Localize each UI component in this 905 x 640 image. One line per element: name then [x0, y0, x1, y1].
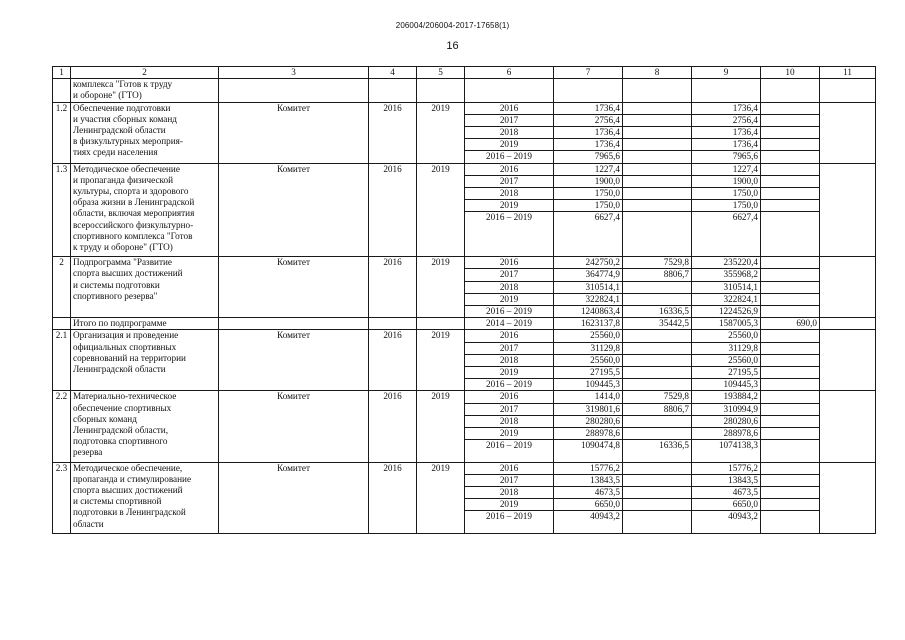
local-cell — [761, 114, 820, 126]
table-row — [53, 318, 876, 330]
federal-cell — [623, 379, 692, 391]
local-cell — [761, 175, 820, 187]
regional-cell: 235220,4 — [692, 257, 761, 269]
total-cell: 40943,2 — [554, 511, 623, 533]
end-year-cell: 2019 — [417, 102, 465, 163]
item-name-line: Подпрограмма "Развитие — [73, 257, 172, 268]
local-cell — [761, 306, 820, 318]
local-cell — [761, 257, 820, 269]
regional-cell: 27195,5 — [692, 367, 761, 379]
regional-cell: 6650,0 — [692, 499, 761, 511]
column-number-cell: 5 — [417, 67, 465, 79]
table-row — [53, 163, 876, 175]
item-name-cell — [71, 257, 219, 318]
column-number-cell: 4 — [369, 67, 417, 79]
local-cell — [761, 212, 820, 257]
item-number-cell: 2.2 — [53, 391, 71, 462]
local-cell — [761, 163, 820, 175]
item-name-line: спортивного резерва" — [73, 290, 158, 301]
start-year-cell: 2016 — [369, 257, 417, 318]
item-name-line: и участия сборных команд — [73, 113, 177, 124]
column-number-cell: 9 — [692, 67, 761, 79]
federal-cell — [623, 175, 692, 187]
federal-cell — [623, 139, 692, 151]
start-year-cell: 2016 — [369, 462, 417, 533]
regional-cell: 6627,4 — [692, 212, 761, 257]
year-cell: 2017 — [465, 175, 554, 187]
column-number-cell: 6 — [465, 67, 554, 79]
year-cell: 2018 — [465, 415, 554, 427]
regional-cell: 109445,3 — [692, 379, 761, 391]
item-name-line: сборных команд — [73, 413, 137, 424]
column-number-cell: 8 — [623, 67, 692, 79]
item-name-line: к труду и обороне" (ГТО) — [73, 242, 173, 253]
item-name-line: соревнований на территории — [73, 352, 186, 363]
total-cell: 25560,0 — [554, 330, 623, 342]
year-cell: 2018 — [465, 281, 554, 293]
total-cell: 1750,0 — [554, 200, 623, 212]
local-cell — [761, 440, 820, 462]
table-row — [53, 257, 876, 269]
federal-cell — [623, 487, 692, 499]
start-year-cell: 2016 — [369, 163, 417, 257]
item-name-cell — [71, 102, 219, 163]
regional-cell: 288978,6 — [692, 428, 761, 440]
local-cell — [761, 127, 820, 139]
total-cell: 7965,6 — [554, 151, 623, 163]
year-cell: 2014 – 2019 — [465, 318, 554, 330]
executor-cell: Комитет — [219, 163, 369, 257]
executor-cell: Комитет — [219, 330, 369, 391]
year-cell: 2018 — [465, 354, 554, 366]
year-cell: 2017 — [465, 269, 554, 281]
table-row — [53, 330, 876, 342]
item-name-cell — [71, 163, 219, 257]
federal-cell — [623, 462, 692, 474]
regional-cell: 1736,4 — [692, 139, 761, 151]
regional-cell — [692, 79, 761, 102]
year-cell: 2017 — [465, 474, 554, 486]
end-year-cell: 2019 — [417, 330, 465, 391]
end-year-cell: 2019 — [417, 391, 465, 462]
item-name-line: тиях среди населения — [73, 147, 158, 158]
local-cell — [761, 79, 820, 102]
local-cell: 690,0 — [761, 318, 820, 330]
total-cell: 1227,4 — [554, 163, 623, 175]
local-cell — [761, 269, 820, 281]
year-cell: 2016 – 2019 — [465, 511, 554, 533]
total-cell: 6650,0 — [554, 499, 623, 511]
year-cell: 2017 — [465, 114, 554, 126]
year-cell: 2016 — [465, 330, 554, 342]
federal-cell — [623, 281, 692, 293]
item-name-cell — [71, 462, 219, 533]
local-cell — [761, 342, 820, 354]
item-name-line: и системы спортивной — [73, 496, 162, 507]
item-name-line: резерва — [73, 447, 103, 458]
year-cell: 2019 — [465, 499, 554, 511]
regional-cell: 1587005,3 — [692, 318, 761, 330]
item-name-line: пропаганда и стимулирование — [73, 473, 192, 484]
local-cell — [761, 200, 820, 212]
year-cell: 2016 — [465, 102, 554, 114]
regional-cell: 2756,4 — [692, 114, 761, 126]
regional-cell: 25560,0 — [692, 354, 761, 366]
local-cell — [761, 391, 820, 403]
federal-cell: 7529,8 — [623, 257, 692, 269]
item-name-line: подготовки в Ленинградской — [73, 507, 186, 518]
table-row — [53, 79, 876, 102]
item-name-line: и системы подготовки — [73, 279, 160, 290]
column-number-cell: 1 — [53, 67, 71, 79]
item-name-line: образа жизни в Ленинградской — [73, 197, 195, 208]
total-cell: 1736,4 — [554, 127, 623, 139]
item-number-cell — [53, 79, 71, 102]
federal-cell: 35442,5 — [623, 318, 692, 330]
other-cell — [820, 257, 876, 318]
federal-cell — [623, 428, 692, 440]
start-year-cell: 2016 — [369, 330, 417, 391]
regional-cell: 193884,2 — [692, 391, 761, 403]
federal-cell — [623, 511, 692, 533]
executor-cell — [219, 79, 369, 102]
other-cell — [820, 102, 876, 163]
other-cell — [820, 318, 876, 330]
item-name-line: и обороне" (ГТО) — [73, 90, 142, 101]
executor-cell: Комитет — [219, 462, 369, 533]
executor-cell: Комитет — [219, 102, 369, 163]
total-cell: 1736,4 — [554, 102, 623, 114]
end-year-cell: 2019 — [417, 163, 465, 257]
item-name-line: Методическое обеспечение — [73, 163, 180, 174]
federal-cell — [623, 127, 692, 139]
local-cell — [761, 367, 820, 379]
year-cell: 2018 — [465, 188, 554, 200]
year-cell: 2016 – 2019 — [465, 440, 554, 462]
table-body — [53, 67, 876, 534]
year-cell: 2016 — [465, 462, 554, 474]
item-name-line: Итого по подпрограмме — [73, 318, 167, 329]
total-cell: 6627,4 — [554, 212, 623, 257]
total-cell: 322824,1 — [554, 293, 623, 305]
federal-cell — [623, 330, 692, 342]
total-cell: 319801,6 — [554, 403, 623, 415]
executor-cell: Комитет — [219, 391, 369, 462]
column-number-cell: 3 — [219, 67, 369, 79]
other-cell — [820, 391, 876, 462]
local-cell — [761, 188, 820, 200]
item-name-line: всероссийского физкультурно- — [73, 219, 194, 230]
table-row — [53, 462, 876, 474]
local-cell — [761, 428, 820, 440]
local-cell — [761, 511, 820, 533]
total-cell: 1090474,8 — [554, 440, 623, 462]
total-cell: 288978,6 — [554, 428, 623, 440]
local-cell — [761, 293, 820, 305]
year-cell: 2016 – 2019 — [465, 379, 554, 391]
local-cell — [761, 330, 820, 342]
federal-cell — [623, 188, 692, 200]
regional-cell: 1074138,3 — [692, 440, 761, 462]
end-year-cell: 2019 — [417, 462, 465, 533]
regional-cell: 1736,4 — [692, 102, 761, 114]
budget-table — [52, 66, 876, 534]
regional-cell: 280280,6 — [692, 415, 761, 427]
regional-cell: 322824,1 — [692, 293, 761, 305]
other-cell — [820, 330, 876, 391]
year-cell: 2016 – 2019 — [465, 151, 554, 163]
total-cell: 1623137,8 — [554, 318, 623, 330]
federal-cell — [623, 293, 692, 305]
local-cell — [761, 487, 820, 499]
year-cell: 2018 — [465, 487, 554, 499]
total-cell: 1736,4 — [554, 139, 623, 151]
table-row — [53, 391, 876, 403]
year-cell: 2016 – 2019 — [465, 306, 554, 318]
local-cell — [761, 462, 820, 474]
start-year-cell: 2016 — [369, 102, 417, 163]
column-number-cell: 11 — [820, 67, 876, 79]
item-name-line: Материально-техническое — [73, 391, 177, 402]
total-cell: 364774,9 — [554, 269, 623, 281]
regional-cell: 310994,9 — [692, 403, 761, 415]
year-cell: 2018 — [465, 127, 554, 139]
item-name-cell — [71, 79, 219, 102]
year-cell: 2016 — [465, 257, 554, 269]
regional-cell: 1736,4 — [692, 127, 761, 139]
item-name-line: Ленинградской области — [73, 125, 166, 136]
item-name-line: комплекса "Готов к труду — [73, 79, 173, 90]
federal-cell — [623, 342, 692, 354]
total-cell: 1414,0 — [554, 391, 623, 403]
total-cell: 280280,6 — [554, 415, 623, 427]
total-cell: 242750,2 — [554, 257, 623, 269]
year-cell: 2017 — [465, 403, 554, 415]
year-cell: 2019 — [465, 200, 554, 212]
federal-cell — [623, 79, 692, 102]
page-number: 16 — [446, 40, 459, 52]
federal-cell — [623, 499, 692, 511]
year-cell: 2019 — [465, 367, 554, 379]
item-number-cell: 2.1 — [53, 330, 71, 391]
federal-cell: 8806,7 — [623, 269, 692, 281]
item-name-line: Организация и проведение — [73, 330, 179, 341]
start-year-cell — [369, 79, 417, 102]
regional-cell: 1224526,9 — [692, 306, 761, 318]
regional-cell: 1750,0 — [692, 188, 761, 200]
total-cell: 13843,5 — [554, 474, 623, 486]
executor-cell: Комитет — [219, 257, 369, 318]
local-cell — [761, 151, 820, 163]
item-name-cell — [71, 330, 219, 391]
regional-cell: 4673,5 — [692, 487, 761, 499]
column-number-cell: 2 — [71, 67, 219, 79]
document-id: 206004/206004-2017-17658(1) — [395, 21, 510, 30]
item-name-line: официальных спортивных — [73, 341, 177, 352]
total-cell: 15776,2 — [554, 462, 623, 474]
federal-cell — [623, 474, 692, 486]
item-name-cell — [71, 391, 219, 462]
federal-cell — [623, 354, 692, 366]
item-name-line: и пропаганда физической — [73, 174, 174, 185]
total-cell: 31129,8 — [554, 342, 623, 354]
end-year-cell — [417, 318, 465, 330]
local-cell — [761, 379, 820, 391]
end-year-cell: 2019 — [417, 257, 465, 318]
total-cell: 27195,5 — [554, 367, 623, 379]
local-cell — [761, 102, 820, 114]
item-name-line: Обеспечение подготовки — [73, 102, 171, 113]
item-name-line: спорта высших достижений — [73, 268, 183, 279]
start-year-cell: 2016 — [369, 391, 417, 462]
local-cell — [761, 281, 820, 293]
total-cell: 25560,0 — [554, 354, 623, 366]
item-name-line: Методическое обеспечение, — [73, 462, 183, 473]
total-cell: 109445,3 — [554, 379, 623, 391]
federal-cell: 8806,7 — [623, 403, 692, 415]
total-cell: 1750,0 — [554, 188, 623, 200]
regional-cell: 7965,6 — [692, 151, 761, 163]
local-cell — [761, 403, 820, 415]
year-cell: 2016 – 2019 — [465, 212, 554, 257]
other-cell — [820, 79, 876, 102]
item-name-line: в физкультурных мероприя- — [73, 136, 183, 147]
item-name-line: культуры, спорта и здорового — [73, 186, 189, 197]
local-cell — [761, 139, 820, 151]
regional-cell: 13843,5 — [692, 474, 761, 486]
year-cell — [465, 79, 554, 102]
federal-cell — [623, 367, 692, 379]
total-cell: 2756,4 — [554, 114, 623, 126]
regional-cell: 1900,0 — [692, 175, 761, 187]
total-cell — [554, 79, 623, 102]
total-cell: 4673,5 — [554, 487, 623, 499]
item-name-cell — [71, 318, 219, 330]
regional-cell: 1227,4 — [692, 163, 761, 175]
regional-cell: 310514,1 — [692, 281, 761, 293]
item-name-line: подготовка спортивного — [73, 436, 168, 447]
start-year-cell — [369, 318, 417, 330]
federal-cell — [623, 415, 692, 427]
regional-cell: 40943,2 — [692, 511, 761, 533]
other-cell — [820, 462, 876, 533]
year-cell: 2016 — [465, 391, 554, 403]
local-cell — [761, 354, 820, 366]
regional-cell: 25560,0 — [692, 330, 761, 342]
executor-cell — [219, 318, 369, 330]
total-cell: 310514,1 — [554, 281, 623, 293]
regional-cell: 355968,2 — [692, 269, 761, 281]
end-year-cell — [417, 79, 465, 102]
item-number-cell: 1.3 — [53, 163, 71, 257]
year-cell: 2019 — [465, 428, 554, 440]
federal-cell — [623, 212, 692, 257]
item-number-cell: 2 — [53, 257, 71, 318]
federal-cell — [623, 114, 692, 126]
item-number-cell — [53, 318, 71, 330]
local-cell — [761, 474, 820, 486]
item-name-line: области — [73, 518, 104, 529]
item-name-line: спортивного комплекса "Готов — [73, 230, 193, 241]
item-name-line: области, включая мероприятия — [73, 208, 195, 219]
regional-cell: 1750,0 — [692, 200, 761, 212]
item-name-line: обеспечение спортивных — [73, 402, 172, 413]
federal-cell — [623, 102, 692, 114]
item-number-cell: 2.3 — [53, 462, 71, 533]
item-name-line: Ленинградской области — [73, 364, 166, 375]
item-name-line: Ленинградской области, — [73, 425, 169, 436]
federal-cell: 7529,8 — [623, 391, 692, 403]
item-name-line: спорта высших достижений — [73, 485, 183, 496]
column-number-row — [53, 67, 876, 79]
total-cell: 1240863,4 — [554, 306, 623, 318]
regional-cell: 31129,8 — [692, 342, 761, 354]
year-cell: 2019 — [465, 139, 554, 151]
other-cell — [820, 163, 876, 257]
total-cell: 1900,0 — [554, 175, 623, 187]
regional-cell: 15776,2 — [692, 462, 761, 474]
local-cell — [761, 415, 820, 427]
local-cell — [761, 499, 820, 511]
federal-cell — [623, 151, 692, 163]
column-number-cell: 10 — [761, 67, 820, 79]
year-cell: 2017 — [465, 342, 554, 354]
column-number-cell: 7 — [554, 67, 623, 79]
year-cell: 2016 — [465, 163, 554, 175]
federal-cell — [623, 200, 692, 212]
federal-cell: 16336,5 — [623, 306, 692, 318]
item-number-cell: 1.2 — [53, 102, 71, 163]
year-cell: 2019 — [465, 293, 554, 305]
federal-cell: 16336,5 — [623, 440, 692, 462]
federal-cell — [623, 163, 692, 175]
table-row — [53, 102, 876, 114]
